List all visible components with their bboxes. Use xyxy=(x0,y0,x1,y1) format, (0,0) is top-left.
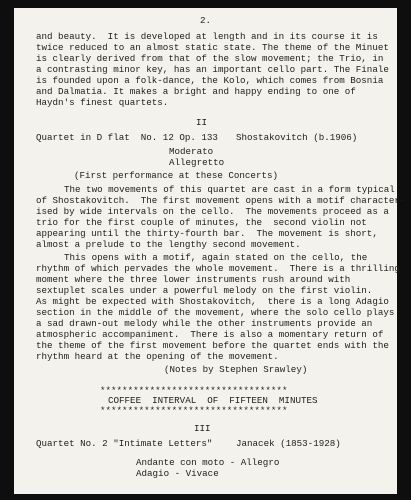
page-number: 2. xyxy=(200,15,212,26)
tempo-marking: Andante con moto - Allegro xyxy=(136,457,280,468)
tempo-marking: Allegretto xyxy=(169,157,225,168)
notes-credit: (Notes by Stephen Srawley) xyxy=(164,364,308,375)
intro-line: is clearly derived from that of the slow movement; the Trio, in xyxy=(36,53,384,64)
performance-note: (First performance at these Concerts) xyxy=(74,170,278,181)
body-line: appearing until the thirty-fourth bar. The movement is short, xyxy=(36,228,378,239)
body-line: trio for the first couple of minutes, the second violin not xyxy=(36,217,367,228)
programme-page xyxy=(14,8,406,494)
body-line: almost a prelude to the lengthy second movement. xyxy=(36,239,301,250)
intro-line: Haydn's finest quartets. xyxy=(36,97,169,108)
tempo-marking: Adagio - Vivace xyxy=(136,468,219,479)
body-line: sextuplet scales under a powerful melody on the first violin. xyxy=(36,285,373,296)
body-line: rhythm of which pervades the whole movement. There is a thrilling xyxy=(36,263,400,274)
star-divider: ********************************** xyxy=(100,405,288,416)
body-line: moment where the three lower instruments rush around with xyxy=(36,274,351,285)
body-line: the theme of the first movement before the quartet ends with the xyxy=(36,340,389,351)
intro-line: a contrasting minor key, has an important cello part. The Finale xyxy=(36,64,389,75)
intro-line: and beauty. It is developed at length and in its course it is xyxy=(36,31,378,42)
section-numeral: III xyxy=(194,423,211,434)
body-line: atmospheric accompaniment. There is also a momentary return of xyxy=(36,329,384,340)
work-title: Quartet No. 2 "Intimate Letters" xyxy=(36,438,213,449)
composer-name: Janacek (1853-1928) xyxy=(236,438,341,449)
body-line: The two movements of this quartet are cast in a form typical xyxy=(64,184,395,195)
intro-line: is founded upon a folk-dance, the Kolo, which comes from Bosnia xyxy=(36,75,384,86)
intro-line: twice reduced to an almost static state. The theme of the Minuet xyxy=(36,42,389,53)
work-title: Quartet in D flat No. 12 Op. 133 xyxy=(36,132,218,143)
body-line: ised by wide intervals on the cello. The movements proceed as a xyxy=(36,206,389,217)
body-line: a sad drawn-out melody while the other instruments provide an xyxy=(36,318,373,329)
body-line: section in the middle of the movement, where the solo cello plays xyxy=(36,307,395,318)
interval-notice: COFFEE INTERVAL OF FIFTEEN MINUTES xyxy=(108,395,318,406)
intro-line: and Dalmatia. It makes a bright and happy ending to one of xyxy=(36,86,356,97)
body-line: This opens with a motif, again stated on the cello, the xyxy=(64,252,368,263)
body-line: rhythm heard at the opening of the movement. xyxy=(36,351,279,362)
section-numeral: II xyxy=(196,117,208,128)
body-line: of Shostakovitch. The first movement opens with a motif character- xyxy=(36,195,406,206)
star-divider: ********************************** xyxy=(100,385,288,396)
composer-name: Shostakovitch (b.1906) xyxy=(236,132,358,143)
tempo-marking: Moderato xyxy=(169,146,214,157)
body-line: As might be expected with Shostakovitch, there is a long Adagio xyxy=(36,296,389,307)
